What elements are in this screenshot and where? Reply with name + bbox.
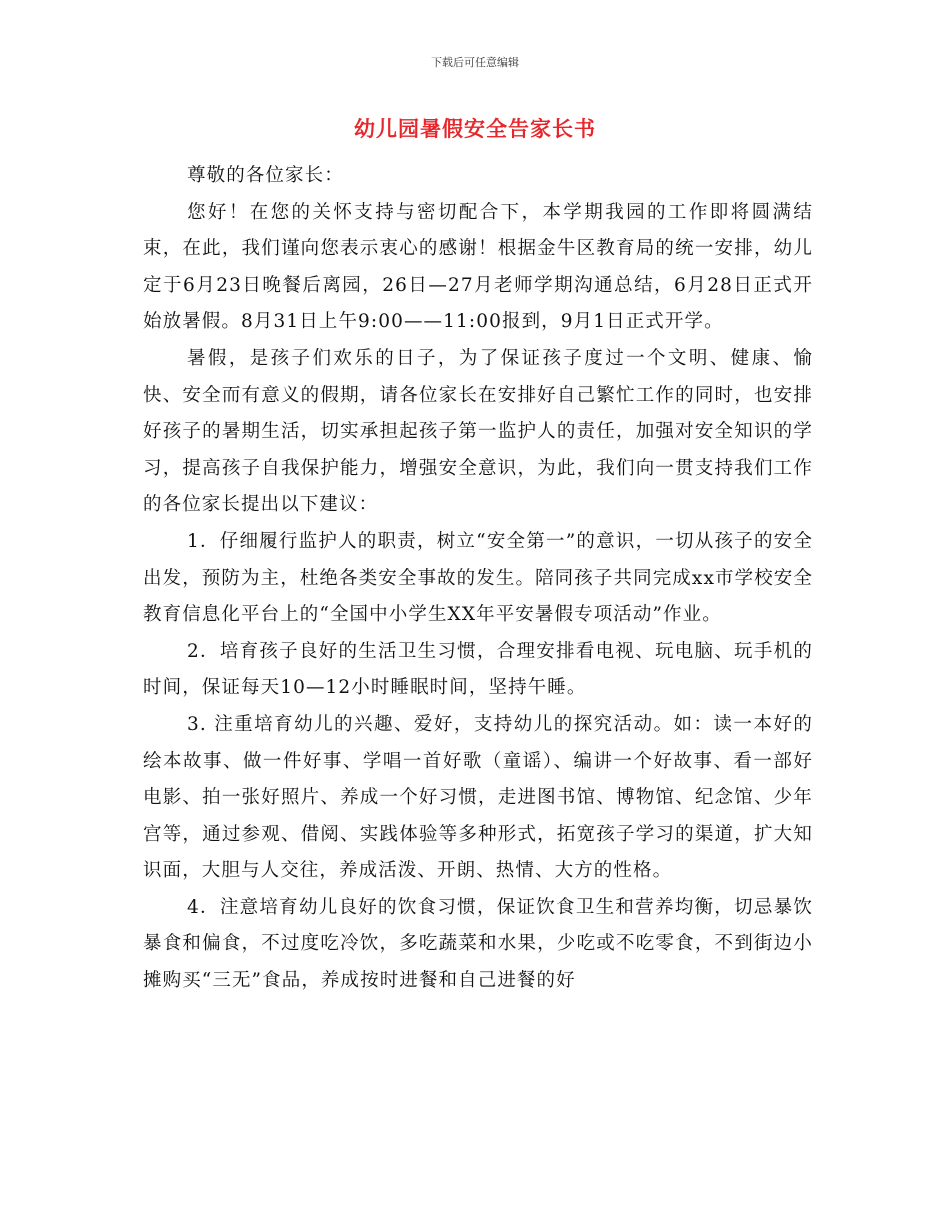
greeting: 尊敬的各位家长：	[187, 165, 344, 186]
paragraph-item-3: 3. 注重培育幼儿的兴趣、爱好，支持幼儿的探究活动。如：读一本好的绘本故事、做一件好事、学唱一首好歌（童谣）、编讲一个好故事、看一部好电影、拍一张好照片、养成一个好习惯，走进图书馆、博物馆、纪念馆、少年宫等，通过参观、借阅、实践体验等多种形式，拓宽孩子学习的渠道，扩大知识面，大胆与人交往，养成活泼、开朗、热情、大方的性格。	[143, 713, 813, 882]
document-title: 幼儿园暑假安全告家长书	[354, 117, 596, 141]
paragraph-summer: 暑假，是孩子们欢乐的日子，为了保证孩子度过一个文明、健康、愉快、安全而有意义的假期，请各位家长在安排好自己繁忙工作的同时，也安排好孩子的暑期生活，切实承担起孩子第一监护人的责任，加强对安全知识的学习，提高孩子自我保护能力，增强安全意识，为此，我们向一贯支持我们工作的各位家长提出以下建议：	[143, 347, 813, 516]
paragraph-item-4: 4．注意培育幼儿良好的饮食习惯，保证饮食卫生和营养均衡，切忌暴饮暴食和偏食，不过度吃冷饮，多吃蔬菜和水果，少吃或不吃零食，不到街边小摊购买“三无”食品，养成按时进餐和自己进餐的好	[143, 896, 813, 992]
paragraph-intro: 您好！在您的关怀支持与密切配合下，本学期我园的工作即将圆满结束，在此，我们谨向您表示衷心的感谢！根据金牛区教育局的统一安排，幼儿定于6月23日晚餐后离园，26日—27月老师学期沟通总结，6月28日正式开始放暑假。8月31日上午9:00——11:00报到，9月1日正式开学。	[143, 201, 813, 333]
paragraph-item-1: 1．仔细履行监护人的职责，树立“安全第一”的意识，一切从孩子的安全出发，预防为主，杜绝各类安全事故的发生。陪同孩子共同完成xx市学校安全教育信息化平台上的“全国中小学生XX年平安暑假专项活动”作业。	[143, 530, 813, 626]
document-body	[143, 158, 813, 1000]
paragraph-item-2: 2．培育孩子良好的生活卫生习惯，合理安排看电视、玩电脑、玩手机的时间，保证每天10—12小时睡眠时间，坚持午睡。	[143, 640, 813, 699]
header-note: 下载后可任意编辑	[431, 56, 519, 69]
